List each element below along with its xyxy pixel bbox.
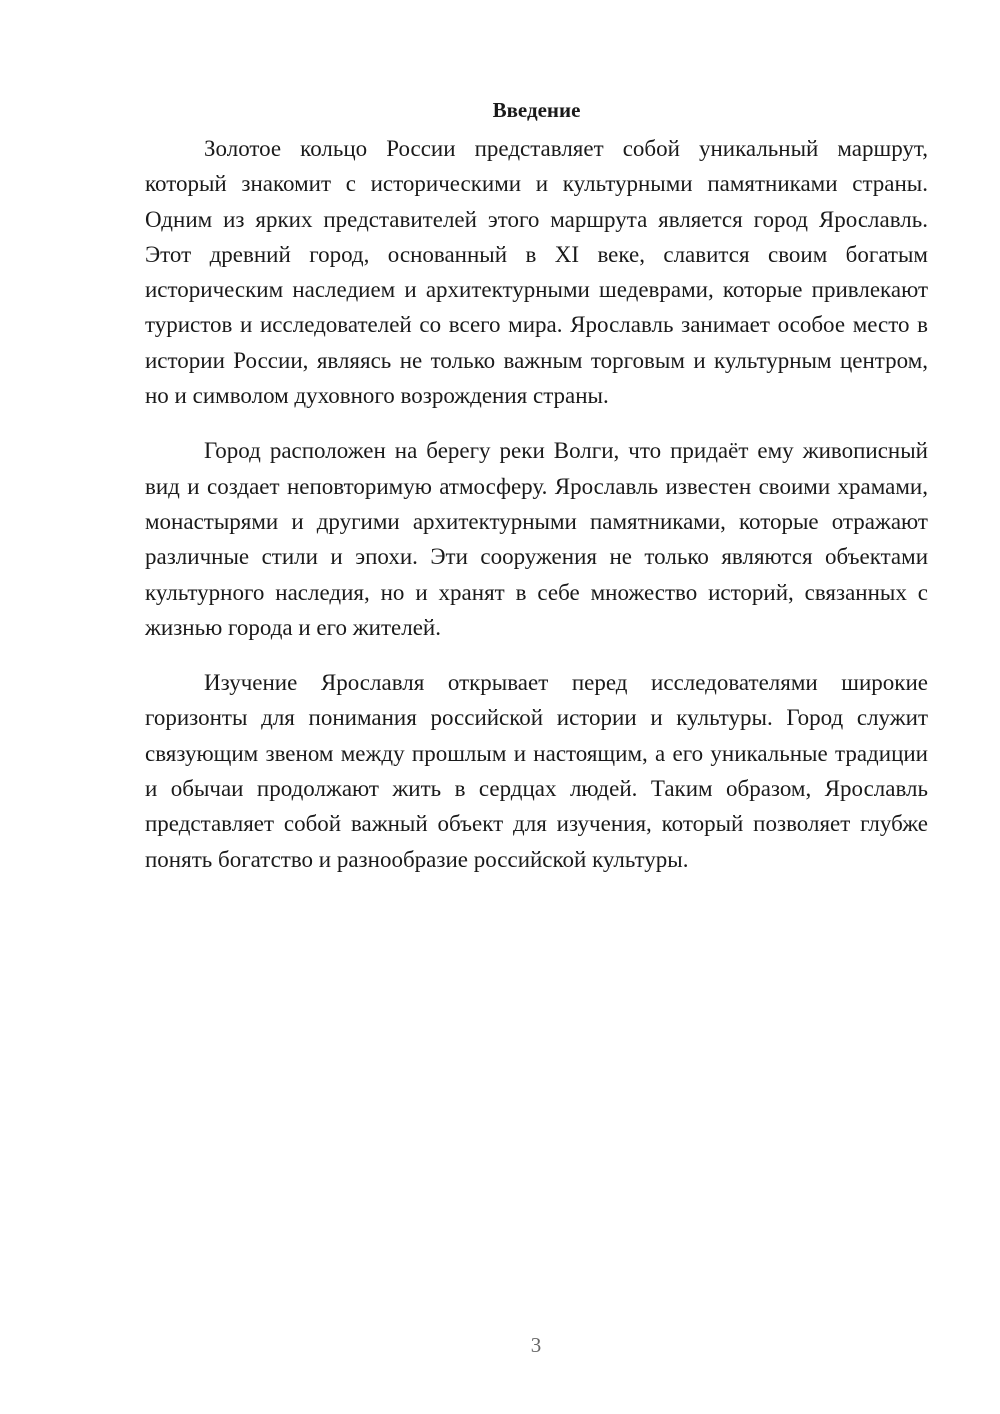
page-number: 3 [530, 1333, 542, 1357]
paragraph-2: Город расположен на берегу реки Волги, что придаёт ему живописный вид и создает неповторимую атмосферу. Ярославль известен своими храмами, монастырями и другими архитектурными памятниками, которые отражают различные стили и эпохи. Эти сооружения не только являются объектами культурного наследия, но и хранят в себе множество историй, связанных с жизнью города и его жителей. [145, 438, 928, 640]
paragraph-1: Золотое кольцо России представляет собой уникальный маршрут, который знакомит с историческими и культурными памятниками страны. Одним из ярких представителей этого маршрута является город Ярославль. Этот древний город, основанный в XI веке, славится своим богатым историческим наследием и архитектурными шедеврами, которые привлекают туристов и исследователей со всего мира. Ярославль занимает особое место в истории России, являясь не только важным торговым и культурным центром, но и символом духовного возрождения страны. [145, 136, 928, 409]
section-title: Введение [492, 98, 581, 122]
paragraph-3: Изучение Ярославля открывает перед исследователями широкие горизонты для понимания российской истории и культуры. Город служит связующим звеном между прошлым и настоящим, а его уникальные традиции и обычаи продолжают жить в сердцах людей. Таким образом, Ярославль представляет собой важный объект для изучения, который позволяет глубже понять богатство и разнообразие российской культуры. [145, 670, 928, 872]
page-content [145, 95, 928, 897]
